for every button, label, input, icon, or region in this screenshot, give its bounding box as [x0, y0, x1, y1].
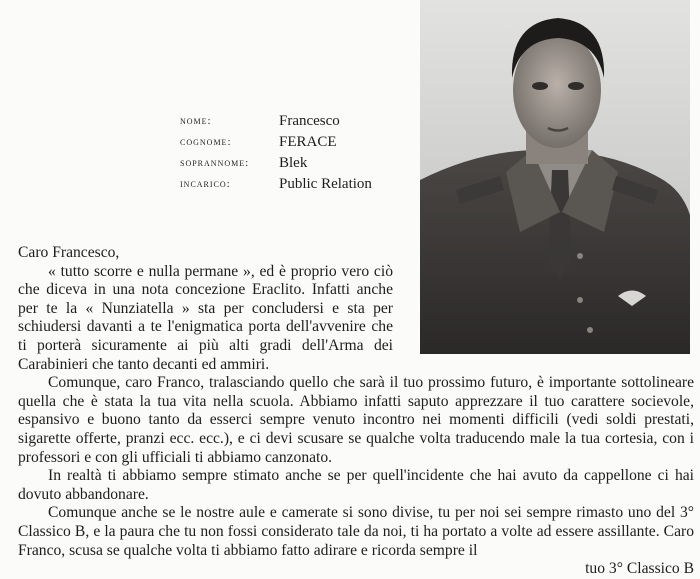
- letter-body: [18, 244, 694, 579]
- letter-paragraph-2: Comunque, caro Franco, tralasciando quello che sarà il tuo prossimo futuro, è importante sottolineare quella che è stata la tua vita nella scuola. Abbiamo infatti saputo apprezzare il tuo carattere socievole, espansivo e buono tanto da esserci sempre venuto incontro nei momenti difficili (vedi soldi prestati, sigarette offerte, pranzi ecc. ecc.), e ci devi scusare se qualche volta traducendo male la tua cortesia, con i professori e con gli ufficiali ti abbiamo canzonato.: [18, 374, 694, 466]
- soprannome-value: Blek: [279, 155, 308, 171]
- incarico-value: Public Relation: [279, 176, 372, 192]
- letter-signature: tuo 3° Classico B: [585, 560, 694, 578]
- incarico-label: incarico:: [180, 178, 231, 190]
- cognome-label: cognome:: [180, 136, 232, 148]
- letter-paragraph-4: Comunque anche se le nostre aule e camerate si sono divise, tu per noi sei sempre rimasto uno del 3° Classico B, e la paura che tu non fossi considerato tale da noi, ti ha portato a volte ad essere assillante. Caro Franco, scusa se qualche volta ti abbiamo fatto adirare e ricorda sempre il: [18, 504, 694, 559]
- letter-paragraph-1: « tutto scorre e nulla permane », ed è proprio vero ciò che diceva in una nota concezione Eraclito. Infatti anche per te la « Nunziatella » sta per concludersi e sta per schiudersi davanti a te l'enigmatica porta dell'avvenire che ti porterà sicuramente ai più alti gradi dell'Arma dei Carabinieri che tanto decanti ed ammiri.: [18, 262, 393, 373]
- nome-value: Francesco: [279, 113, 340, 129]
- soprannome-label: soprannome:: [180, 157, 250, 169]
- cognome-value: FERACE: [279, 134, 337, 150]
- letter-paragraph-3: In realtà ti abbiamo sempre stimato anche se per quell'incidente che hai avuto da cappellone ci hai dovuto abbandonare.: [18, 467, 694, 503]
- nome-label: nome:: [180, 115, 212, 127]
- letter-salutation: Caro Francesco,: [18, 244, 120, 261]
